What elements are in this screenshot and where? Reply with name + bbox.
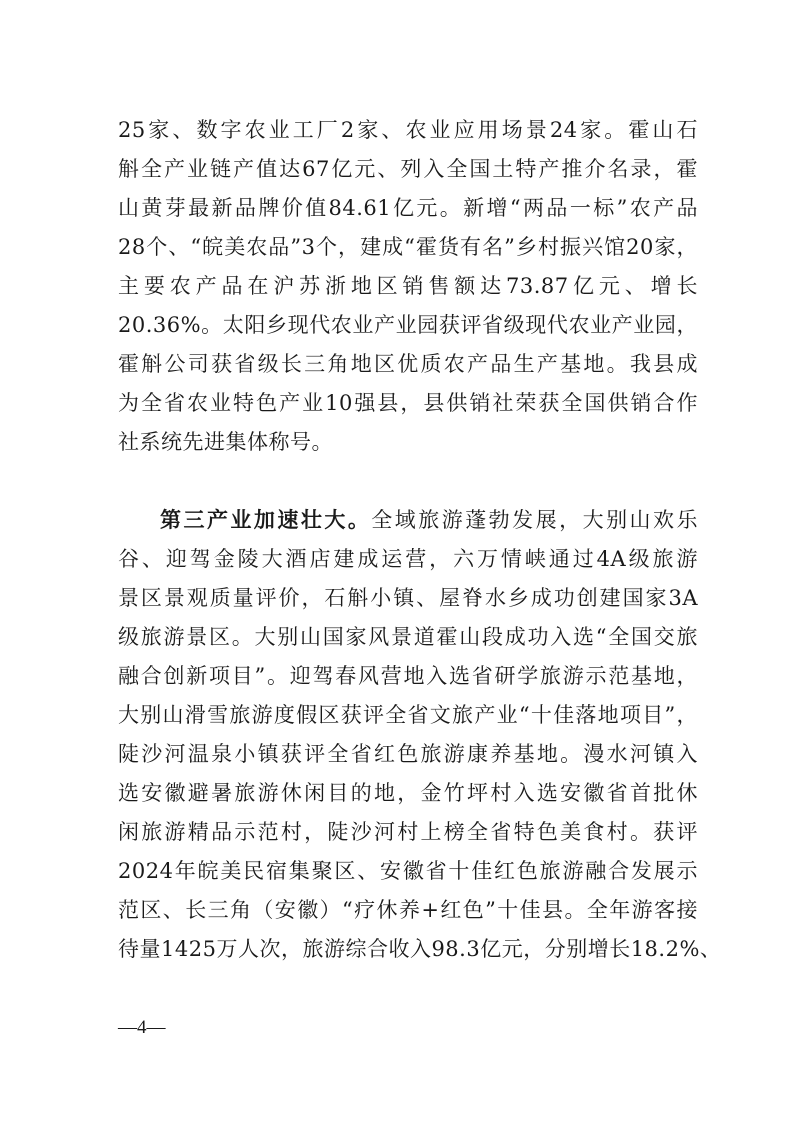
- paragraph-2-line-2: 谷、迎驾金陵大酒店建成运营，六万情峡通过4A级旅游: [118, 547, 698, 571]
- paragraph-2-line-6: 大别山滑雪旅游度假区获评全省文旅产业“十佳落地项目”，: [118, 703, 698, 727]
- paragraph-1-line-5: 主要农产品在沪苏浙地区销售额达73.87亿元、增长: [118, 274, 698, 298]
- paragraph-1-line-1: 25家、数字农业工厂2家、农业应用场景24家。霍山石: [118, 118, 698, 142]
- paragraph-1-line-8: 为全省农业特色产业10强县，县供销社荣获全国供销合作: [118, 391, 698, 415]
- paragraph-2-line-3: 景区景观质量评价，石斛小镇、屋脊水乡成功创建国家3A: [118, 586, 698, 610]
- paragraph-2-line-12: 待量1425万人次，旅游综合收入98.3亿元，分别增长18.2%、: [118, 937, 722, 961]
- section-heading: 第三产业加速壮大。: [160, 507, 372, 532]
- paragraph-1-line-7: 霍斛公司获省级长三角地区优质农产品生产基地。我县成: [118, 352, 698, 376]
- paragraph-2-line-5: 融合创新项目”。迎驾春风营地入选省研学旅游示范基地，: [118, 664, 698, 688]
- paragraph-1-line-3: 山黄芽最新品牌价值84.61亿元。新增“两品一标”农产品: [118, 196, 698, 220]
- paragraph-2-line-9: 闲旅游精品示范村，陡沙河村上榜全省特色美食村。获评: [118, 820, 698, 844]
- page-number: —4—: [118, 1017, 166, 1038]
- paragraph-2-line-11: 范区、长三角（安徽）“疗休养+红色”十佳县。全年游客接: [118, 898, 698, 922]
- paragraph-1-line-9: 社系统先进集体称号。: [118, 430, 333, 454]
- paragraph-2-line-1: [160, 506, 698, 534]
- paragraph-1-line-6: 20.36%。太阳乡现代农业产业园获评省级现代农业产业园，: [118, 313, 698, 337]
- paragraph-1-line-4: 28个、“皖美农品”3个，建成“霍货有名”乡村振兴馆20家，: [118, 235, 698, 259]
- paragraph-2-line-7: 陡沙河温泉小镇获评全省红色旅游康养基地。漫水河镇入: [118, 742, 698, 766]
- paragraph-2-line-4: 级旅游景区。大别山国家风景道霍山段成功入选“全国交旅: [118, 625, 698, 649]
- paragraph-2-line-8: 选安徽避暑旅游休闲目的地，金竹坪村入选安徽省首批休: [118, 781, 698, 805]
- paragraph-2-line-1-text: 全域旅游蓬勃发展，大别山欢乐: [371, 508, 699, 532]
- paragraph-1-line-2: 斛全产业链产值达67亿元、列入全国土特产推介名录，霍: [118, 157, 698, 181]
- paragraph-2-line-10: 2024年皖美民宿集聚区、安徽省十佳红色旅游融合发展示: [118, 859, 698, 883]
